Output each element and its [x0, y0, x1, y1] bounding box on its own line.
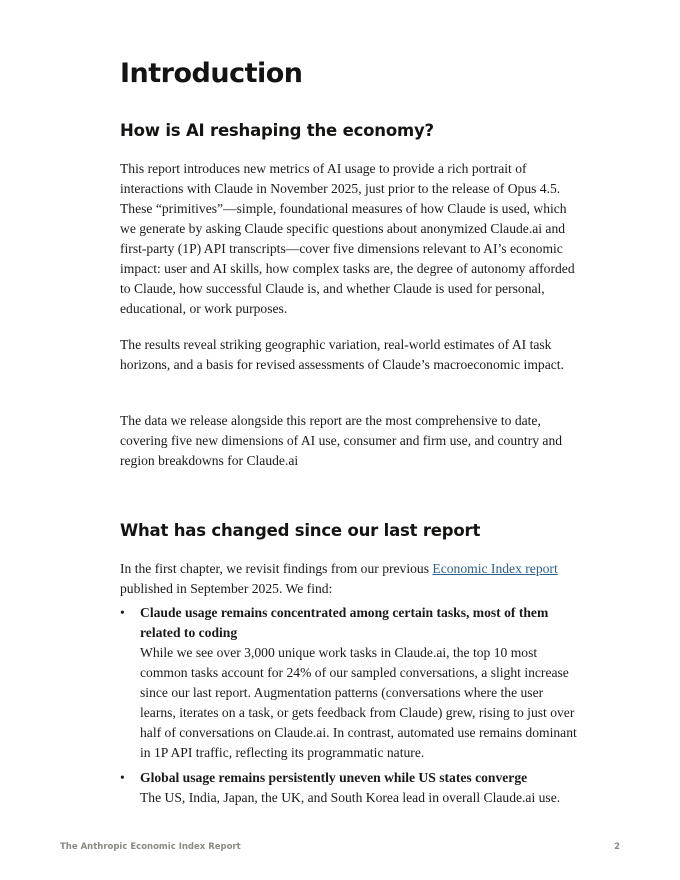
list-item: [120, 768, 578, 808]
finding-title: Global usage remains persistently uneven while US states converge: [140, 770, 528, 785]
footer-report-name: The Anthropic Economic Index Report: [60, 842, 241, 852]
intro-paragraph-1: This report introduces new metrics of AI usage to provide a rich portrait of interactions with Claude in November 2025, just prior to the release of Opus 4.5. These “primitives”—simple, foundational measures of how Claude is used, which we generate by asking Claude specific questions about anonymized Claude.ai and first-party (1P) API transcripts—cover five dimensions relevant to AI’s economic impact: user and AI skills, how complex tasks are, the degree of autonomy afforded to Claude, how successful Claude is, and whether Claude is used for personal, educational, or work purposes.: [120, 161, 575, 316]
intro-paragraph-3: The data we release alongside this report are the most comprehensive to date, covering five new dimensions of AI use, consumer and firm use, and country and region breakdowns for Claude.ai: [120, 413, 563, 468]
changes-intro-text-after: published in September 2025. We find:: [120, 581, 333, 596]
changes-intro-text-before: In the first chapter, we revisit findings from our previous: [120, 561, 433, 576]
footer-page-number: 2: [614, 842, 620, 852]
section-heading-changes: What has changed since our last report: [120, 521, 481, 540]
section-heading-economy: How is AI reshaping the economy?: [120, 121, 434, 140]
economic-index-report-link[interactable]: Economic Index report: [432, 561, 558, 576]
bullet-marker: •: [120, 605, 125, 620]
finding-title: Claude usage remains concentrated among certain tasks, most of them related to coding: [140, 605, 549, 640]
list-item: [120, 603, 578, 763]
bullet-marker: •: [120, 770, 125, 785]
findings-list: [120, 603, 578, 813]
intro-paragraph-2: The results reveal striking geographic variation, real-world estimates of AI task horizons, and a basis for revised assessments of Claude’s macroeconomic impact.: [120, 337, 564, 372]
changes-intro-paragraph: [120, 559, 578, 599]
finding-body: The US, India, Japan, the UK, and South Korea lead in overall Claude.ai use.: [140, 790, 561, 805]
finding-body: While we see over 3,000 unique work tasks in Claude.ai, the top 10 most common tasks account for 24% of our sampled conversations, a slight increase since our last report. Augmentation patterns (conversations where the user learns, iterates on a task, or gets feedback from Claude) grew, rising to just over half of conversations on Claude.ai. In contrast, automated use remains dominant in 1P API traffic, reflecting its programmatic nature.: [140, 645, 577, 760]
page-title: Introduction: [120, 58, 303, 89]
